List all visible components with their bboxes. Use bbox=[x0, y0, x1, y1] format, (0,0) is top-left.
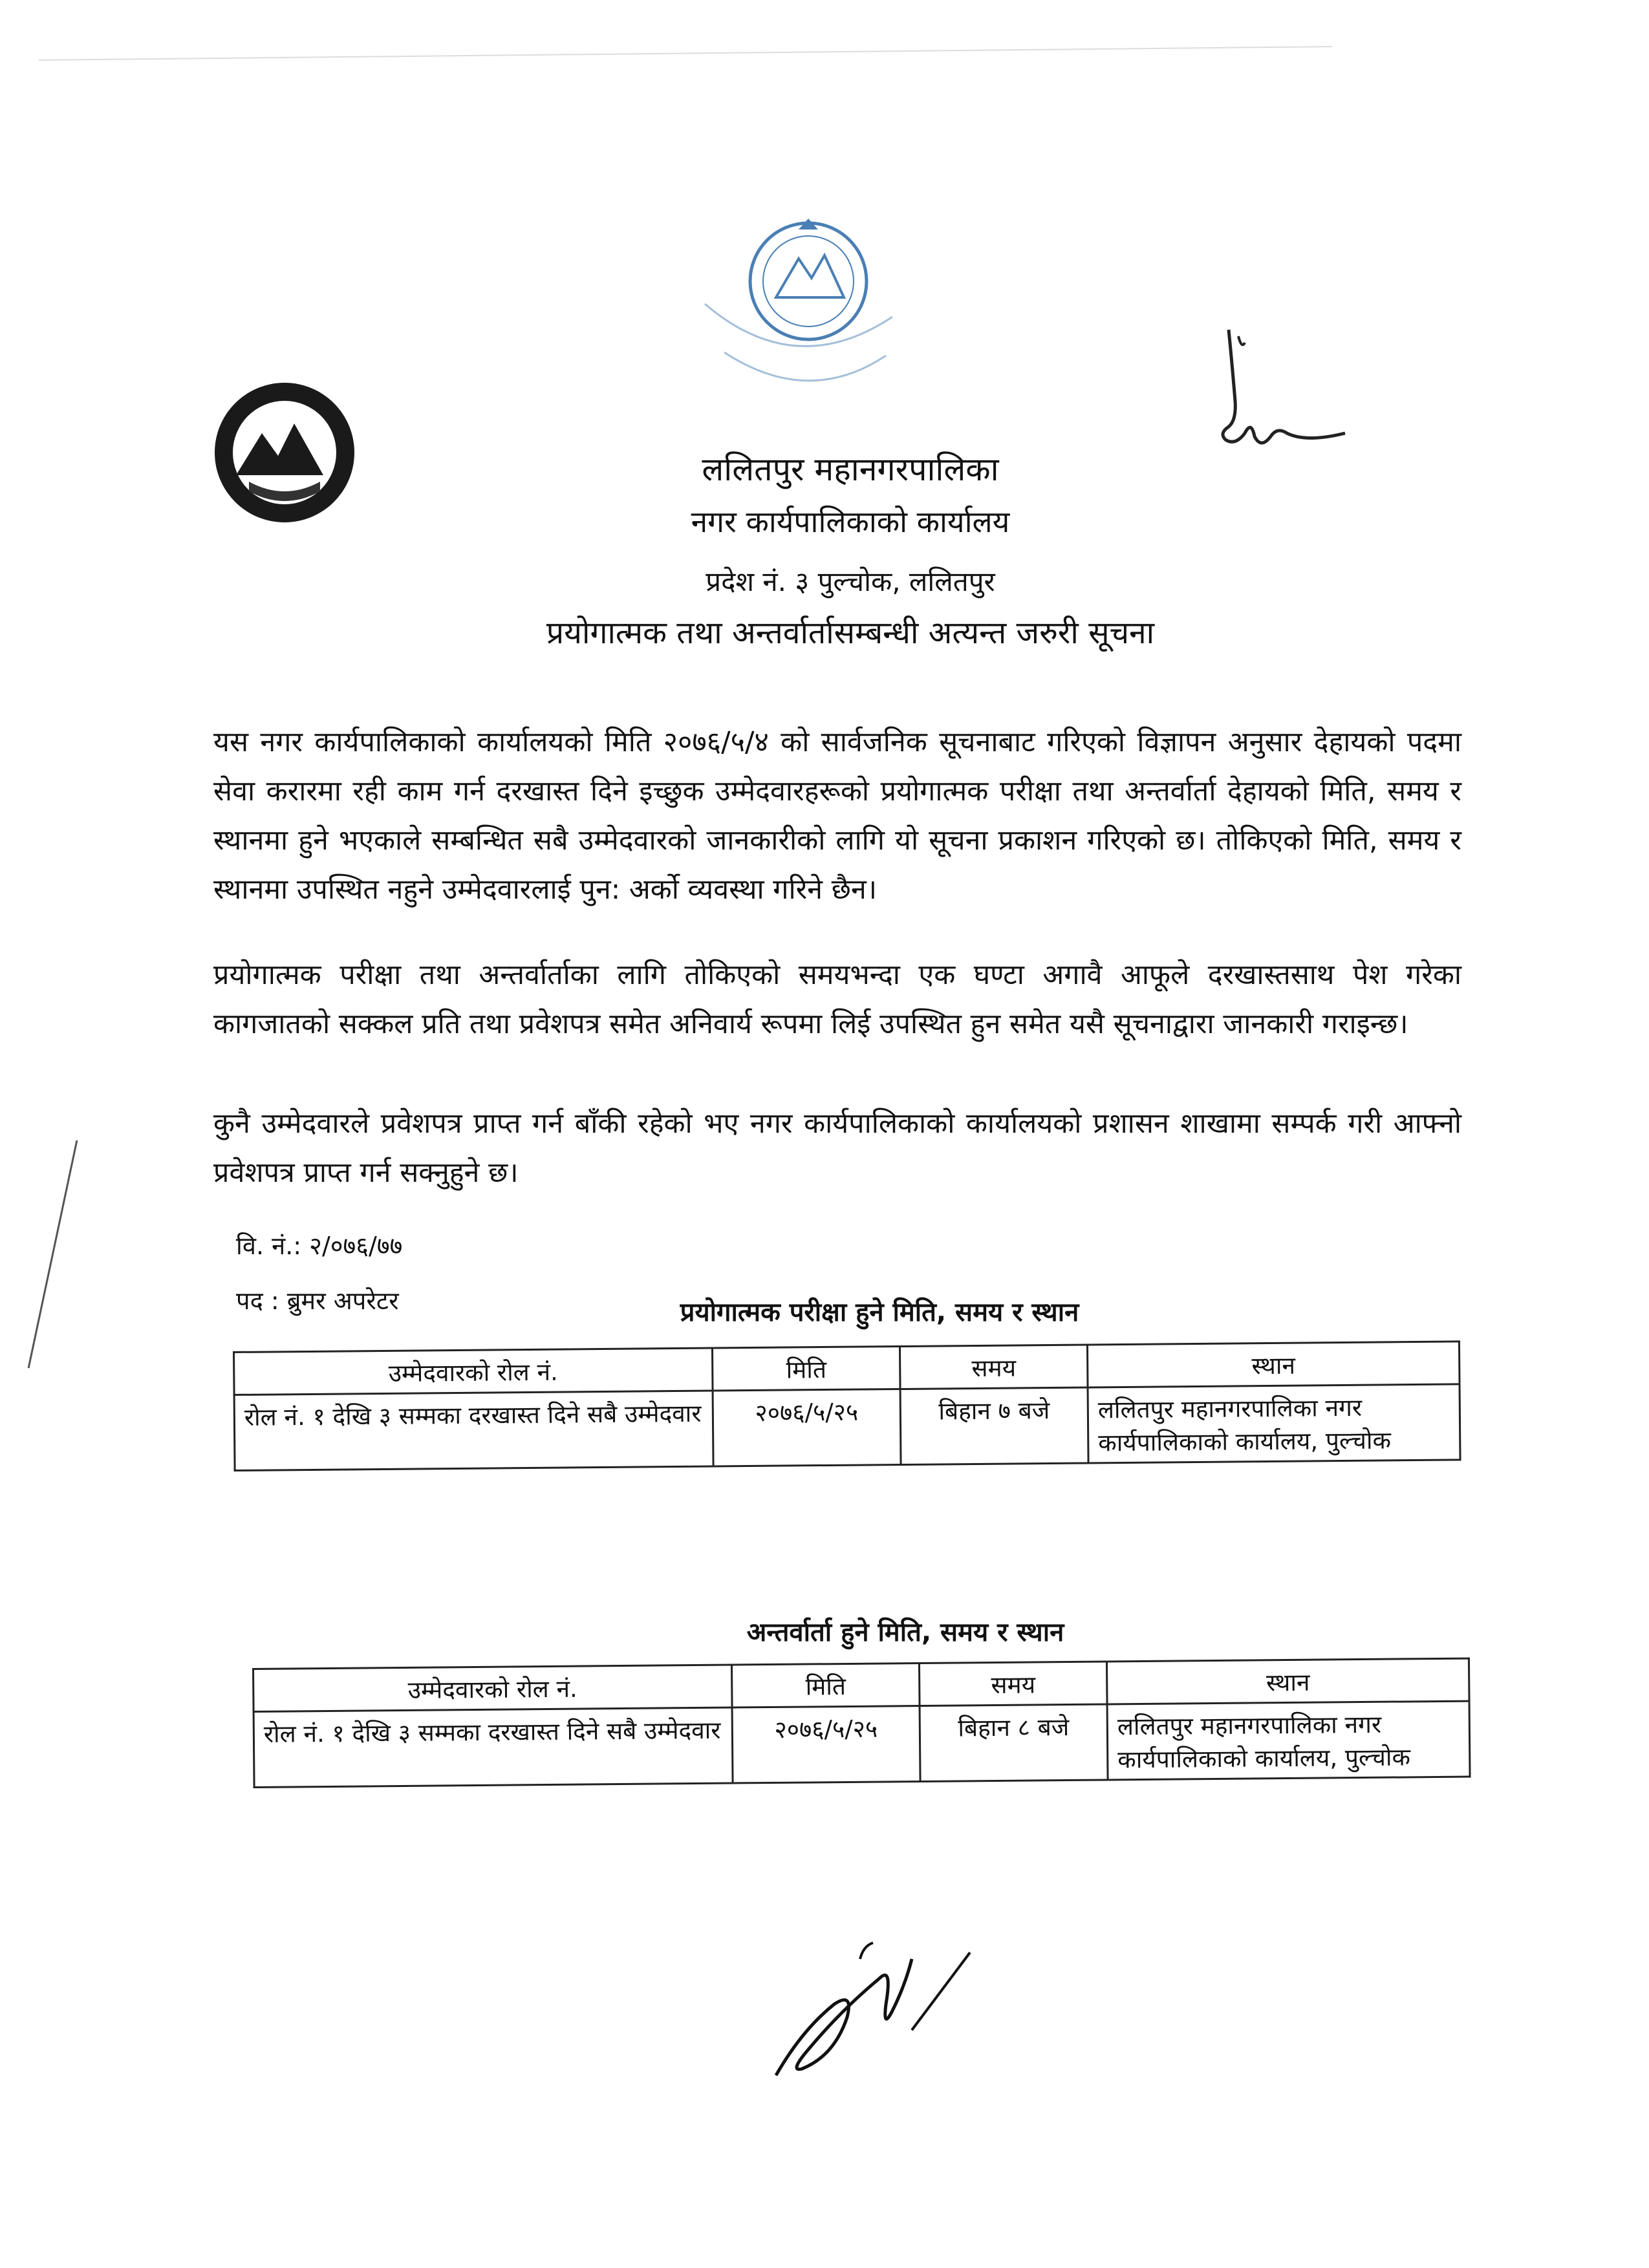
notice-paragraph-1: यस नगर कार्यपालिकाको कार्यालयको मिति २०७६/५/४ को सार्वजनिक सूचनाबाट गरिएको विज्ञापन अनुसार देहायको पदमा सेवा करारमा रही काम गर्न दरखास्त दिने इच्छुक उम्मेदवारहरूको प्रयोगात्मक परीक्षा तथा अन्तर्वार्ता देहायको मिति, समय र स्थानमा हुने भएकाले सम्बन्धित सबै उम्मेदवारको जानकारीको लागि यो सूचना प्रकाशन गरिएको छ। तोकिएको मिति, समय र स्थानमा उपस्थित नहुने उम्मेदवारलाई पुन: अर्को व्यवस्था गरिने छैन। bbox=[213, 726, 1461, 906]
signature-bottom bbox=[763, 1933, 976, 2082]
table-row bbox=[234, 1384, 1460, 1471]
notice-paragraph-3: कुनै उम्मेदवारले प्रवेशपत्र प्राप्त गर्न बाँकी रहेको भए नगर कार्यपालिकाको कार्यालयको प्रशासन शाखामा सम्पर्क गरी आफ्नो प्रवेशपत्र प्राप्त गर्न सक्नुहुने छ। bbox=[213, 1107, 1461, 1189]
cell-venue: ललितपुर महानगरपालिका नगर कार्यपालिकाको कार्यालय, पुल्चोक bbox=[1107, 1701, 1470, 1780]
header-roll: उम्मेदवारको रोल नं. bbox=[234, 1348, 713, 1395]
signature-top bbox=[1216, 323, 1358, 453]
municipality-stamp bbox=[679, 213, 912, 427]
cell-time: बिहान ७ बजे bbox=[900, 1387, 1088, 1465]
cell-roll: रोल नं. १ देखि ३ सम्मका दरखास्त दिने सबै उम्मेदवार bbox=[253, 1707, 733, 1787]
interview-table-title: अन्तर्वार्ता हुने मिति, समय र स्थान bbox=[746, 1618, 1064, 1647]
cell-date: २०७६/५/२५ bbox=[732, 1706, 920, 1783]
notice-title: प्रयोगात्मक तथा अन्तर्वार्तासम्बन्धी अत्यन्त जरुरी सूचना bbox=[546, 615, 1155, 651]
practical-exam-table bbox=[233, 1340, 1461, 1471]
cell-time: बिहान ८ बजे bbox=[920, 1704, 1108, 1782]
scan-artifact-edge bbox=[28, 1140, 78, 1369]
header-venue: स्थान bbox=[1106, 1658, 1469, 1704]
cell-roll: रोल नं. १ देखि ३ सम्मका दरखास्त दिने सबै उम्मेदवार bbox=[234, 1391, 713, 1470]
organization-name: ललितपुर महानगरपालिका bbox=[702, 451, 999, 488]
notice-paragraph-2: प्रयोगात्मक परीक्षा तथा अन्तर्वार्ताका लागि तोकिएको समयभन्दा एक घण्टा अगावै आफूले दरखास्तसाथ पेश गरेका कागजातको सक्कल प्रति तथा प्रवेशपत्र समेत अनिवार्य रूपमा लिई उपस्थित हुन समेत यसै सूचनाद्वारा जानकारी गराइन्छ। bbox=[213, 959, 1461, 1040]
header-date: मिति bbox=[731, 1663, 920, 1707]
header-date: मिति bbox=[712, 1346, 900, 1391]
advertisement-number: वि. नं.: २/०७६/७७ bbox=[236, 1232, 403, 1260]
cell-date: २०७६/५/२५ bbox=[713, 1389, 901, 1466]
scan-artifact-line bbox=[39, 46, 1332, 61]
header-roll: उम्मेदवारको रोल नं. bbox=[253, 1665, 733, 1711]
cell-venue: ललितपुर महानगरपालिका नगर कार्यपालिकाको कार्यालय, पुल्चोक bbox=[1088, 1384, 1460, 1463]
header-time: समय bbox=[900, 1345, 1088, 1389]
office-name: नगर कार्यपालिकाको कार्यालय bbox=[691, 504, 1010, 539]
office-address: प्रदेश नं. ३ पुल्चोक, ललितपुर bbox=[706, 566, 995, 597]
interview-table bbox=[252, 1658, 1471, 1788]
header-venue: स्थान bbox=[1087, 1342, 1460, 1387]
practical-table-title: प्रयोगात्मक परीक्षा हुने मिति, समय र स्थान bbox=[680, 1298, 1079, 1327]
header-time: समय bbox=[919, 1662, 1107, 1706]
post-name: पद : ब्रुमर अपरेटर bbox=[236, 1287, 399, 1315]
table-row bbox=[253, 1701, 1470, 1787]
